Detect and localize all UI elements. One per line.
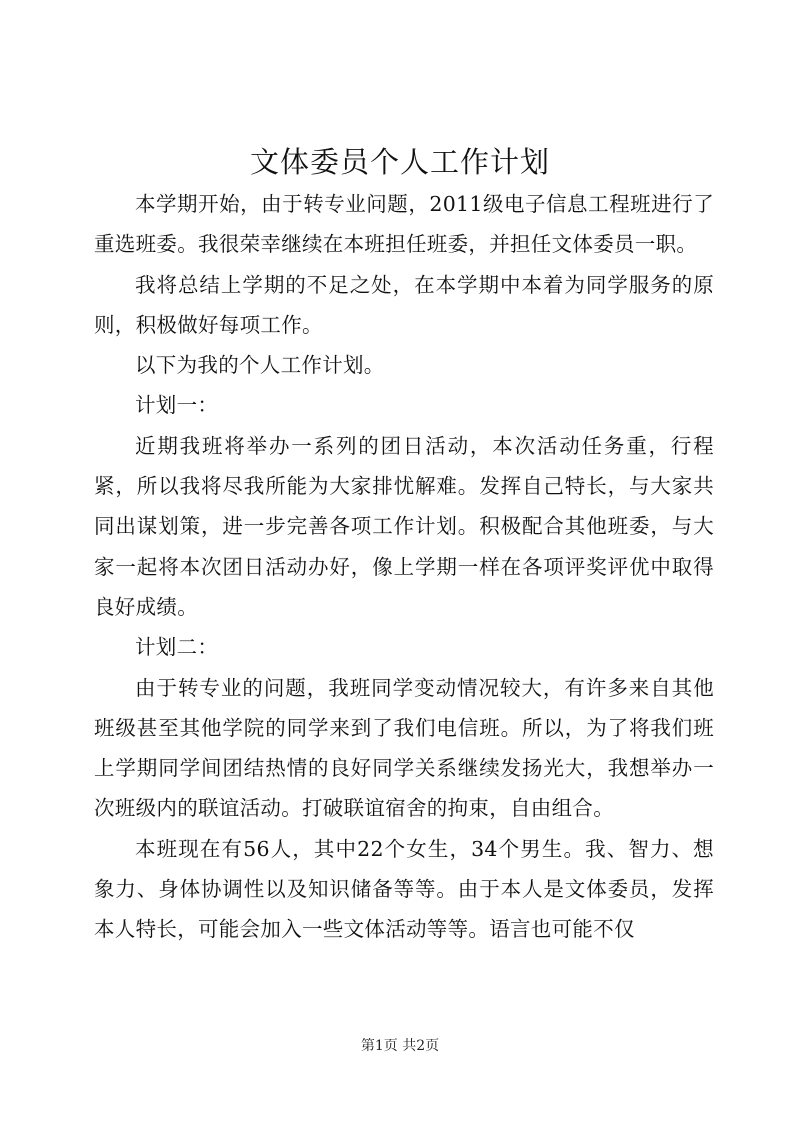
paragraph: 我将总结上学期的不足之处，在本学期中本着为同学服务的原则，积极做好每项工作。: [94, 272, 714, 337]
document-title: 文体委员个人工作计划: [249, 145, 550, 179]
plan-heading: 计划一：: [135, 393, 219, 418]
plan-heading: 计划二：: [135, 635, 219, 660]
paragraph: 本班现在有56人，其中22个女生，34个男生。我、智力、想象力、身体协调性以及知识储备等等。由于本人是文体委员，发挥本人特长，可能会加入一些文体活动等等。语言也可能不仅: [94, 836, 714, 942]
page-number-footer: 第1页 共2页: [360, 1038, 440, 1054]
paragraph: 由于转专业的问题，我班同学变动情况较大，有许多来自其他班级甚至其他学院的同学来到了我们电信班。所以，为了将我们班上学期同学间团结热情的良好同学关系继续发扬光大，我想举办一次班级内的联谊活动。打破联谊宿舍的拘束，自由组合。: [94, 675, 714, 821]
paragraph: 本学期开始，由于转专业问题，2011级电子信息工程班进行了重选班委。我很荣幸继续在本班担任班委，并担任文体委员一职。: [94, 192, 714, 257]
paragraph: 近期我班将举办一系列的团日活动，本次活动任务重，行程紧，所以我将尽我所能为大家排忧解难。发挥自己特长，与大家共同出谋划策，进一步完善各项工作计划。积极配合其他班委，与大家一起将本次团日活动办好，像上学期一样在各项评奖评优中取得良好成绩。: [94, 433, 714, 619]
document-body: [94, 184, 714, 950]
paragraph: 以下为我的个人工作计划。: [135, 353, 385, 378]
